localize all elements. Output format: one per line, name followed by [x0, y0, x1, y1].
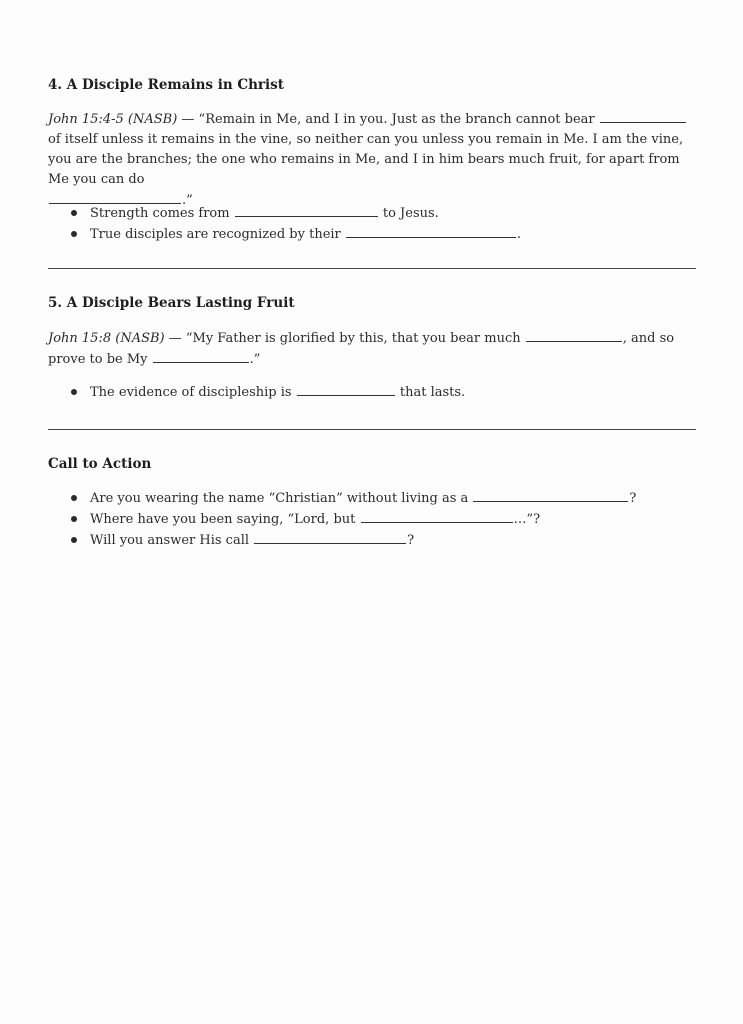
verse-dash: — — [164, 331, 186, 346]
list-item — [68, 488, 636, 509]
section-4-verse — [48, 109, 698, 211]
list-item — [68, 530, 636, 551]
fill-in-blank[interactable] — [526, 328, 622, 342]
bullet-text: True disciples are recognized by their — [90, 227, 341, 242]
fill-in-blank[interactable] — [297, 382, 395, 396]
verse-reference: John 15:8 (NASB) — [48, 331, 165, 346]
fill-in-blank[interactable] — [473, 488, 628, 502]
bullet-text: to Jesus. — [382, 206, 439, 221]
bullet-text: Are you wearing the name “Christian” without living as a — [90, 491, 469, 506]
verse-reference: John 15:4-5 (NASB) — [48, 112, 178, 127]
bullet-text: Strength comes from — [90, 206, 230, 221]
list-item — [68, 382, 465, 403]
bullet-text: The evidence of discipleship is — [90, 385, 292, 400]
fill-in-blank[interactable] — [361, 509, 513, 523]
divider — [48, 429, 696, 430]
fill-in-blank[interactable] — [346, 224, 516, 238]
section-5-verse — [48, 328, 698, 370]
bullet-text: that lasts. — [399, 385, 466, 400]
section-4-bullets — [68, 203, 521, 245]
bullet-text: ? — [629, 491, 637, 506]
section-4-heading: 4. A Disciple Remains in Christ — [48, 77, 284, 93]
divider — [48, 268, 696, 269]
fill-in-blank[interactable] — [153, 349, 249, 363]
bullet-text: Where have you been saying, “Lord, but — [90, 512, 356, 527]
list-item — [68, 224, 521, 245]
fill-in-blank[interactable] — [235, 203, 378, 217]
bullet-text: …”? — [513, 512, 541, 527]
call-to-action-bullets — [68, 488, 636, 551]
verse-dash: — — [177, 112, 199, 127]
fill-in-blank[interactable] — [49, 190, 181, 204]
fill-in-blank[interactable] — [600, 109, 686, 123]
bullet-text: Will you answer His call — [90, 533, 250, 548]
verse-text-part2: , and so prove to be My — [48, 331, 675, 367]
verse-text-part1: “Remain in Me, and I in you. Just as the branch cannot bear — [198, 112, 595, 127]
list-item — [68, 203, 521, 224]
section-5-bullets — [68, 382, 465, 403]
verse-text-end: .” — [182, 193, 193, 208]
bullet-text: . — [516, 227, 522, 242]
verse-text-end: .” — [249, 352, 261, 367]
verse-text-part2: of itself unless it remains in the vine, so neither can you unless you remain in Me. I am the vine, you are the branches; the one who remains in Me, and I in him bears much fruit, for apart from Me you can do — [48, 132, 684, 187]
call-to-action-heading: Call to Action — [48, 456, 152, 472]
section-5-heading: 5. A Disciple Bears Lasting Fruit — [48, 295, 295, 311]
bullet-text: ? — [407, 533, 415, 548]
verse-text-part1: “My Father is glorified by this, that you bear much — [185, 331, 521, 346]
fill-in-blank[interactable] — [254, 530, 406, 544]
list-item — [68, 509, 636, 530]
